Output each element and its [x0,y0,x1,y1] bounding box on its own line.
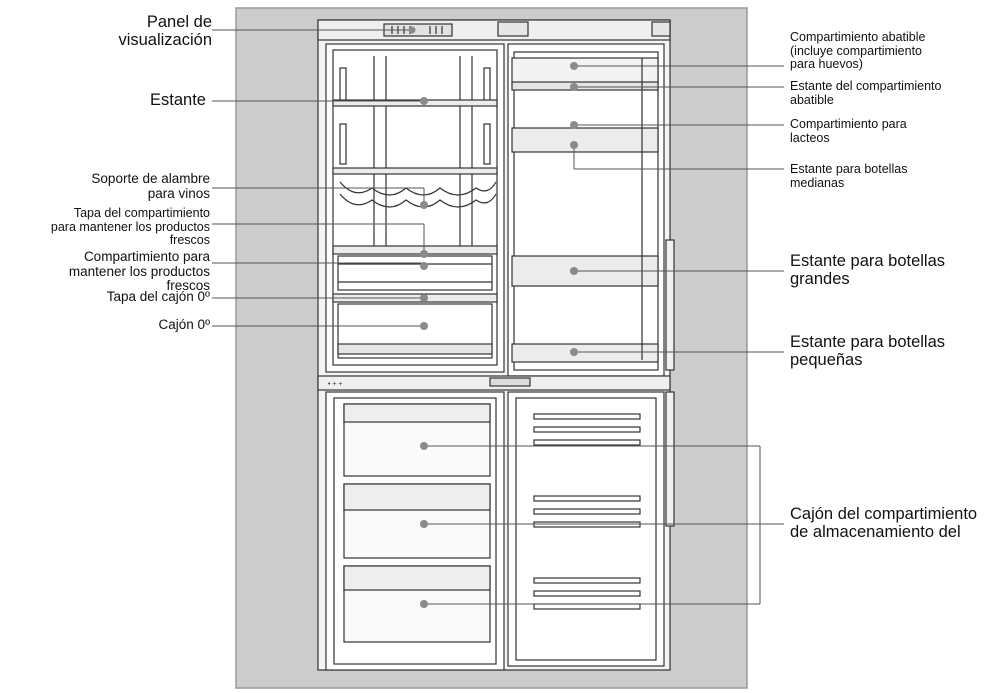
label-fresh-compartment [69,250,210,294]
label-line: Compartimiento abatible [790,30,926,44]
label-line: Compartimiento para [790,117,907,131]
label-zero-drawer [159,318,210,333]
label-freezer-drawer [790,506,977,542]
label-line: frescos [169,233,210,247]
label-line: Estante para botellas [790,333,946,351]
label-large-bottles [790,253,945,289]
label-line: Estante del compartimiento [790,79,942,93]
label-line: Soporte de alambre [91,171,210,186]
label-shelf [150,92,206,110]
label-line: Panel de [146,13,212,31]
label-dairy [790,118,907,145]
label-fresh-lid [51,207,210,248]
label-display-panel [118,14,212,50]
label-line: de almacenamiento del [790,522,961,541]
label-medium-bottles [790,163,907,190]
label-line: (incluye compartimiento [790,43,922,58]
label-line: para mantener los productos [50,219,210,234]
label-line: visualización [118,30,212,49]
label-line: Tapa del cajón 0º [106,289,210,304]
label-line: Compartimiento para [83,249,210,264]
label-line: abatible [790,92,834,107]
label-flip-compartment [790,31,926,72]
label-line: para vinos [147,185,210,201]
label-small-bottles [790,334,945,370]
label-line: frescos [166,278,210,294]
label-line: Cajón 0º [158,317,210,332]
label-wine-rack [91,172,210,201]
label-line: Cajón del compartimiento [790,505,978,523]
label-line: Estante para botellas [790,162,908,176]
label-line: lacteos [790,130,830,145]
label-line: para huevos) [790,57,863,71]
label-line: medianas [790,175,845,190]
label-line: Estante para botellas [790,252,946,270]
fridge-door [508,44,664,376]
freezer-door [508,392,664,666]
label-line: pequeñas [790,350,863,369]
svg-text:• + +: • + + [328,381,343,388]
label-flip-shelf [790,80,941,107]
label-line: Tapa del compartimiento [73,206,210,220]
label-zero-drawer-lid [107,290,210,305]
label-line: Estante [150,91,206,109]
label-line: mantener los productos [68,263,210,279]
label-line: grandes [790,269,850,288]
